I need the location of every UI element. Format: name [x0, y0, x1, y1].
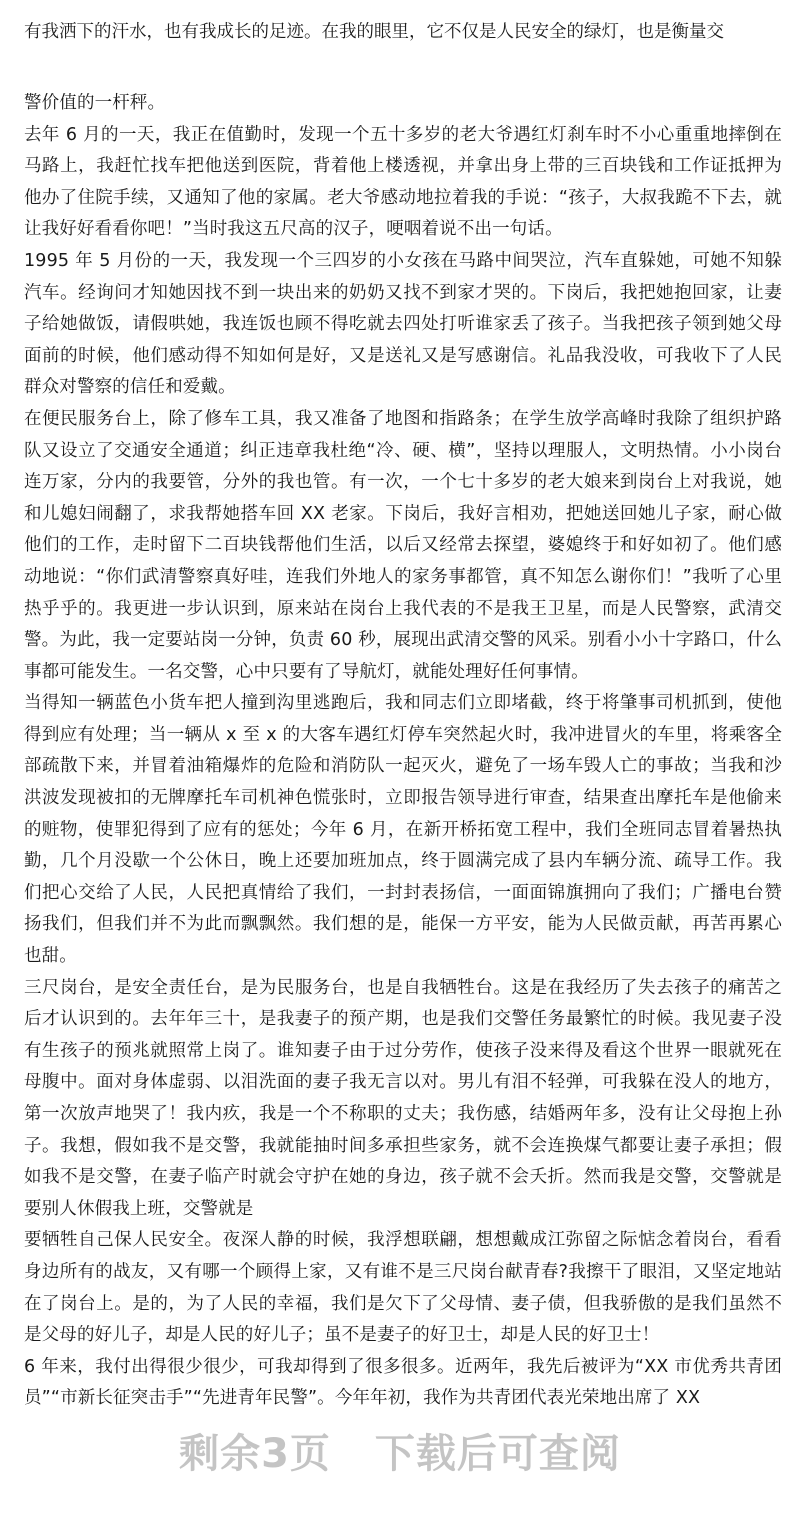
- previous-page-fragment: [24, 0, 784, 48]
- paragraph: 1995 年 5 月份的一天，我发现一个三四岁的小女孩在马路中间哭泣，汽车直躲她，可她不知躲汽车。经询问才知她因找不到一块出来的奶奶又找不到家才哭的。下岗后，我把她抱回家，让妻子给她做饭，请假哄她，我连饭也顾不得吃就去四处打听谁家丢了孩子。当我把孩子领到她父母面前的时候，他们感动得不知如何是好，又是送礼又是写感谢信。礼品我没收，可我收下了人民群众对警察的信任和爱戴。: [24, 250, 782, 398]
- download-prompt[interactable]: [0, 1420, 800, 1480]
- paragraph: 去年 6 月的一天，我正在值勤时，发现一个五十多岁的老大爷遇红灯刹车时不小心重重地摔倒在马路上，我赶忙找车把他送到医院，背着他上楼透视，并拿出身上带的三百块钱和工作证抵押为他办了住院手续，又通知了他的家属。老大爷感动地拉着我的手说：“孩子，大叔我跪不下去，就让我好好看看你吧！”当时我这五尺高的汉子，哽咽着说不出一句话。: [24, 124, 782, 240]
- paragraph: 当得知一辆蓝色小货车把人撞到沟里逃跑后，我和同志们立即堵截，终于将肇事司机抓到，使他得到应有处理；当一辆从 x 至 x 的大客车遇红灯停车突然起火时，我冲进冒火的车里，将乘客全部疏散下来，并冒着油箱爆炸的危险和消防队一起灭火，避免了一场车毁人亡的事故；当我和沙洪波发现被扣的无牌摩托车司机神色慌张时，立即报告领导进行审查，结果查出摩托车是他偷来的赃物，使罪犯得到了应有的惩处；今年 6 月，在新开桥拓宽工程中，我们全班同志冒着暑热执勤，几个月没歇一个公休日，晚上还要加班加点，终于圆满完成了县内车辆分流、疏导工作。我们把心交给了人民，人民把真情给了我们，一封封表扬信，一面面锦旗拥向了我们；广播电台赞扬我们，但我们并不为此而飘飘然。我们想的是，能保一方平安，能为人民做贡献，再苦再累心也甜。: [24, 693, 782, 967]
- paragraph: 要牺牲自己保人民安全。夜深人静的时候，我浮想联翩，想想戴成江弥留之际惦念着岗台，看看身边所有的战友，又有哪一个顾得上家，又有谁不是三尺岗台献青春?我擦干了眼泪，又坚定地站在了岗台上。是的，为了人民的幸福，我们是欠下了父母情、妻子债，但我骄傲的是我们虽然不是父母的好儿子，却是人民的好儿子；虽不是妻子的好卫士，却是人民的好卫士！: [24, 1230, 782, 1346]
- remaining-pages-label: 剩余3页: [179, 1430, 331, 1477]
- text-line: 有我洒下的汗水，也有我成长的足迹。在我的眼里，它不仅是人民安全的绿灯，也是衡量交: [24, 22, 724, 42]
- clipped-text-line: [24, 0, 784, 16]
- document-body: [24, 88, 782, 1415]
- paragraph: 在便民服务台上，除了修车工具，我又准备了地图和指路条；在学生放学高峰时我除了组织护路队又设立了交通安全通道；纠正违章我杜绝“冷、硬、横”，坚持以理服人，文明热情。小小岗台连万家，分内的我要管，分外的我也管。有一次，一个七十多岁的老大娘来到岗台上对我说，她和儿媳妇闹翻了，求我帮她搭车回 XX 老家。下岗后，我好言相劝，把她送回她儿子家，耐心做他们的工作，走时留下二百块钱帮他们生活，以后又经常去探望，婆媳终于和好如初了。他们感动地说：“你们武清警察真好哇，连我们外地人的家务事都管，真不知怎么谢你们！”我听了心里热乎乎的。我更进一步认识到，原来站在岗台上我代表的不是我王卫星，而是人民警察，武清交警。为此，我一定要站岗一分钟，负责 60 秒，展现出武清交警的风采。别看小小十字路口，什么事都可能发生。一名交警，心中只要有了导航灯，就能处理好任何事情。: [24, 408, 782, 682]
- paragraph: 三尺岗台，是安全责任台，是为民服务台，也是自我牺牲台。这是在我经历了失去孩子的痛苦之后才认识到的。去年年三十，是我妻子的预产期，也是我们交警任务最繁忙的时候。我见妻子没有生孩子的预兆就照常上岗了。谁知妻子由于过分劳作，使孩子没来得及看这个世界一眼就死在母腹中。面对身体虚弱、以泪洗面的妻子我无言以对。男儿有泪不轻弹，可我躲在没人的地方，第一次放声地哭了！我内疚，我是一个不称职的丈夫；我伤感，结婚两年多，没有让父母抱上孙子。我想，假如我不是交警，我就能抽时间多承担些家务，就不会连换煤气都要让妻子承担；假如我不是交警，在妻子临产时就会守护在她的身边，孩子就不会夭折。然而我是交警，交警就是要别人休假我上班，交警就是: [24, 977, 782, 1219]
- paragraph: 警价值的一杆秤。: [24, 93, 166, 113]
- download-to-view-label[interactable]: 下载后可查阅: [374, 1430, 621, 1477]
- paragraph: 6 年来，我付出得很少很少，可我却得到了很多很多。近两年，我先后被评为“XX 市优秀共青团员”“市新长征突击手”“先进青年民警”。今年年初，我作为共青团代表光荣地出席了 XX: [24, 1356, 782, 1409]
